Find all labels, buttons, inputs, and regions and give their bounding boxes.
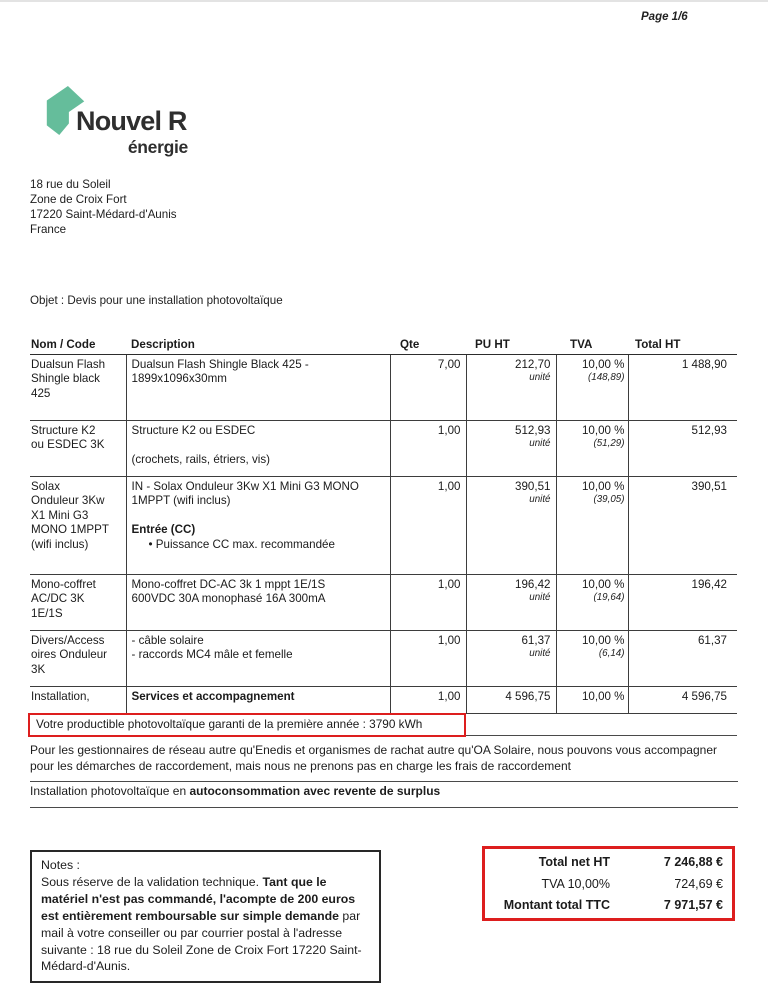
item-unit-label: unité	[529, 494, 551, 506]
item-vat-amount: (148,89)	[588, 372, 625, 384]
notes-body: Sous réserve de la validation technique. Tant que le matériel n'est pas commandé, l'acompte de 200 euros est entièrement remboursable sur simple demande par mail à votre conseiller ou par courrier postal à l'adresse suivante : 18 rue du Soleil Zone de Croix Fort 17220 Saint-Médard-d'Aunis.	[41, 874, 362, 974]
item-unit-price: 196,42	[515, 577, 551, 591]
item-vat-rate: 10,00 %	[581, 423, 625, 437]
items-table	[30, 336, 737, 714]
table-header-row	[30, 336, 737, 354]
address-line: France	[30, 223, 67, 236]
notes-title: Notes :	[41, 858, 80, 872]
address-line: 18 rue du Soleil	[30, 178, 111, 191]
item-description: IN - Solax Onduleur 3Kw X1 Mini G3 MONO 1MPPT (wifi inclus) Entrée (CC) • Puissance CC max. recommandée	[131, 479, 359, 551]
totals-row	[494, 851, 723, 873]
item-unit-price: 212,70	[515, 357, 551, 371]
totals-value: 7 246,88 €	[663, 855, 723, 869]
item-qty: 1,00	[437, 423, 461, 437]
address-line: Zone de Croix Fort	[30, 193, 127, 206]
item-vat-amount: (6,14)	[598, 648, 625, 660]
item-unit-label: unité	[529, 372, 551, 384]
totals-value: 724,69 €	[674, 876, 723, 891]
item-row	[30, 420, 737, 476]
grid-note: Pour les gestionnaires de réseau autre qu'Enedis et organismes de rachat autre qu'OA Solaire, nous pouvons vous accompagner pour les démarches de raccordement, mais nous ne prenons pas en charge les frais de raccordement	[30, 743, 738, 782]
item-total: 390,51	[691, 479, 727, 493]
item-name: Mono-coffret AC/DC 3K 1E/1S	[31, 577, 96, 620]
totals-label: Total net HT	[538, 855, 610, 869]
item-qty: 7,00	[437, 357, 461, 371]
item-vat-amount: (19,64)	[593, 592, 625, 604]
item-vat-rate: 10,00 %	[581, 479, 625, 493]
brand-subtitle: énergie	[127, 137, 188, 157]
item-name: Divers/Access oires Onduleur 3K	[31, 633, 108, 676]
item-description: Structure K2 ou ESDEC (crochets, rails, étriers, vis)	[131, 423, 271, 466]
item-unit-price: 512,93	[515, 423, 551, 437]
item-qty: 1,00	[437, 633, 461, 647]
item-vat-rate: 10,00 %	[581, 689, 625, 703]
company-logo	[42, 84, 202, 160]
totals-value: 7 971,57 €	[663, 898, 723, 912]
item-name: Structure K2 ou ESDEC 3K	[31, 423, 105, 452]
item-vat-amount: (51,29)	[593, 438, 625, 450]
company-address	[30, 177, 177, 237]
item-row	[30, 354, 737, 420]
totals-label: Montant total TTC	[503, 898, 610, 912]
item-row	[30, 686, 737, 713]
item-qty: 1,00	[437, 577, 461, 591]
item-total: 4 596,75	[681, 689, 727, 703]
item-description: - câble solaire - raccords MC4 mâle et femelle	[131, 633, 293, 662]
header-qty: Qte	[390, 336, 466, 354]
totals-rows	[494, 851, 723, 916]
item-description: Services et accompagnement	[131, 689, 295, 703]
totals-row	[494, 894, 723, 916]
header-name: Nom / Code	[30, 336, 126, 354]
item-name: Installation,	[31, 689, 90, 703]
item-vat-rate: 10,00 %	[581, 357, 625, 371]
productible-banner: Votre productible photovoltaïque garanti de la première année : 3790 kWh	[28, 713, 466, 737]
totals-label: TVA 10,00%	[541, 876, 610, 891]
item-unit-price: 61,37	[521, 633, 551, 647]
install-type-line: Installation photovoltaïque en autoconsommation avec revente de surplus	[30, 784, 738, 808]
item-unit-label: unité	[529, 592, 551, 604]
page-number: Page 1/6	[641, 11, 688, 23]
brand-name: Nouvel R	[76, 106, 187, 136]
item-total: 61,37	[697, 633, 727, 647]
item-row	[30, 574, 737, 630]
item-unit-label: unité	[529, 648, 551, 660]
notes-box	[30, 850, 381, 983]
item-name: Solax Onduleur 3Kw X1 Mini G3 MONO 1MPPT (wifi inclus)	[31, 479, 109, 551]
item-unit-price: 390,51	[515, 479, 551, 493]
item-total: 196,42	[691, 577, 727, 591]
item-vat-rate: 10,00 %	[581, 633, 625, 647]
item-qty: 1,00	[437, 479, 461, 493]
item-description: Dualsun Flash Shingle Black 425 - 1899x1096x30mm	[131, 357, 309, 386]
item-qty: 1,00	[437, 689, 461, 703]
address-line: 17220 Saint-Médard-d'Aunis	[30, 208, 177, 221]
items-tbody	[30, 354, 737, 713]
totals-box	[482, 846, 735, 921]
header-unit-price: PU HT	[466, 336, 556, 354]
top-edge-bar	[0, 0, 768, 2]
header-vat: TVA	[556, 336, 628, 354]
header-total: Total HT	[628, 336, 737, 354]
subject-line: Objet : Devis pour une installation photovoltaïque	[30, 294, 283, 307]
header-description: Description	[126, 336, 390, 354]
item-unit-price: 4 596,75	[505, 689, 551, 703]
item-vat-amount: (39,05)	[593, 494, 625, 506]
item-row	[30, 476, 737, 574]
item-total: 1 488,90	[681, 357, 727, 371]
item-name: Dualsun Flash Shingle black 425	[31, 357, 106, 400]
item-total: 512,93	[691, 423, 727, 437]
item-description: Mono-coffret DC-AC 3k 1 mppt 1E/1S 600VDC 30A monophasé 16A 300mA	[131, 577, 326, 606]
item-vat-rate: 10,00 %	[581, 577, 625, 591]
item-unit-label: unité	[529, 438, 551, 450]
item-row	[30, 630, 737, 686]
totals-row	[494, 873, 723, 895]
